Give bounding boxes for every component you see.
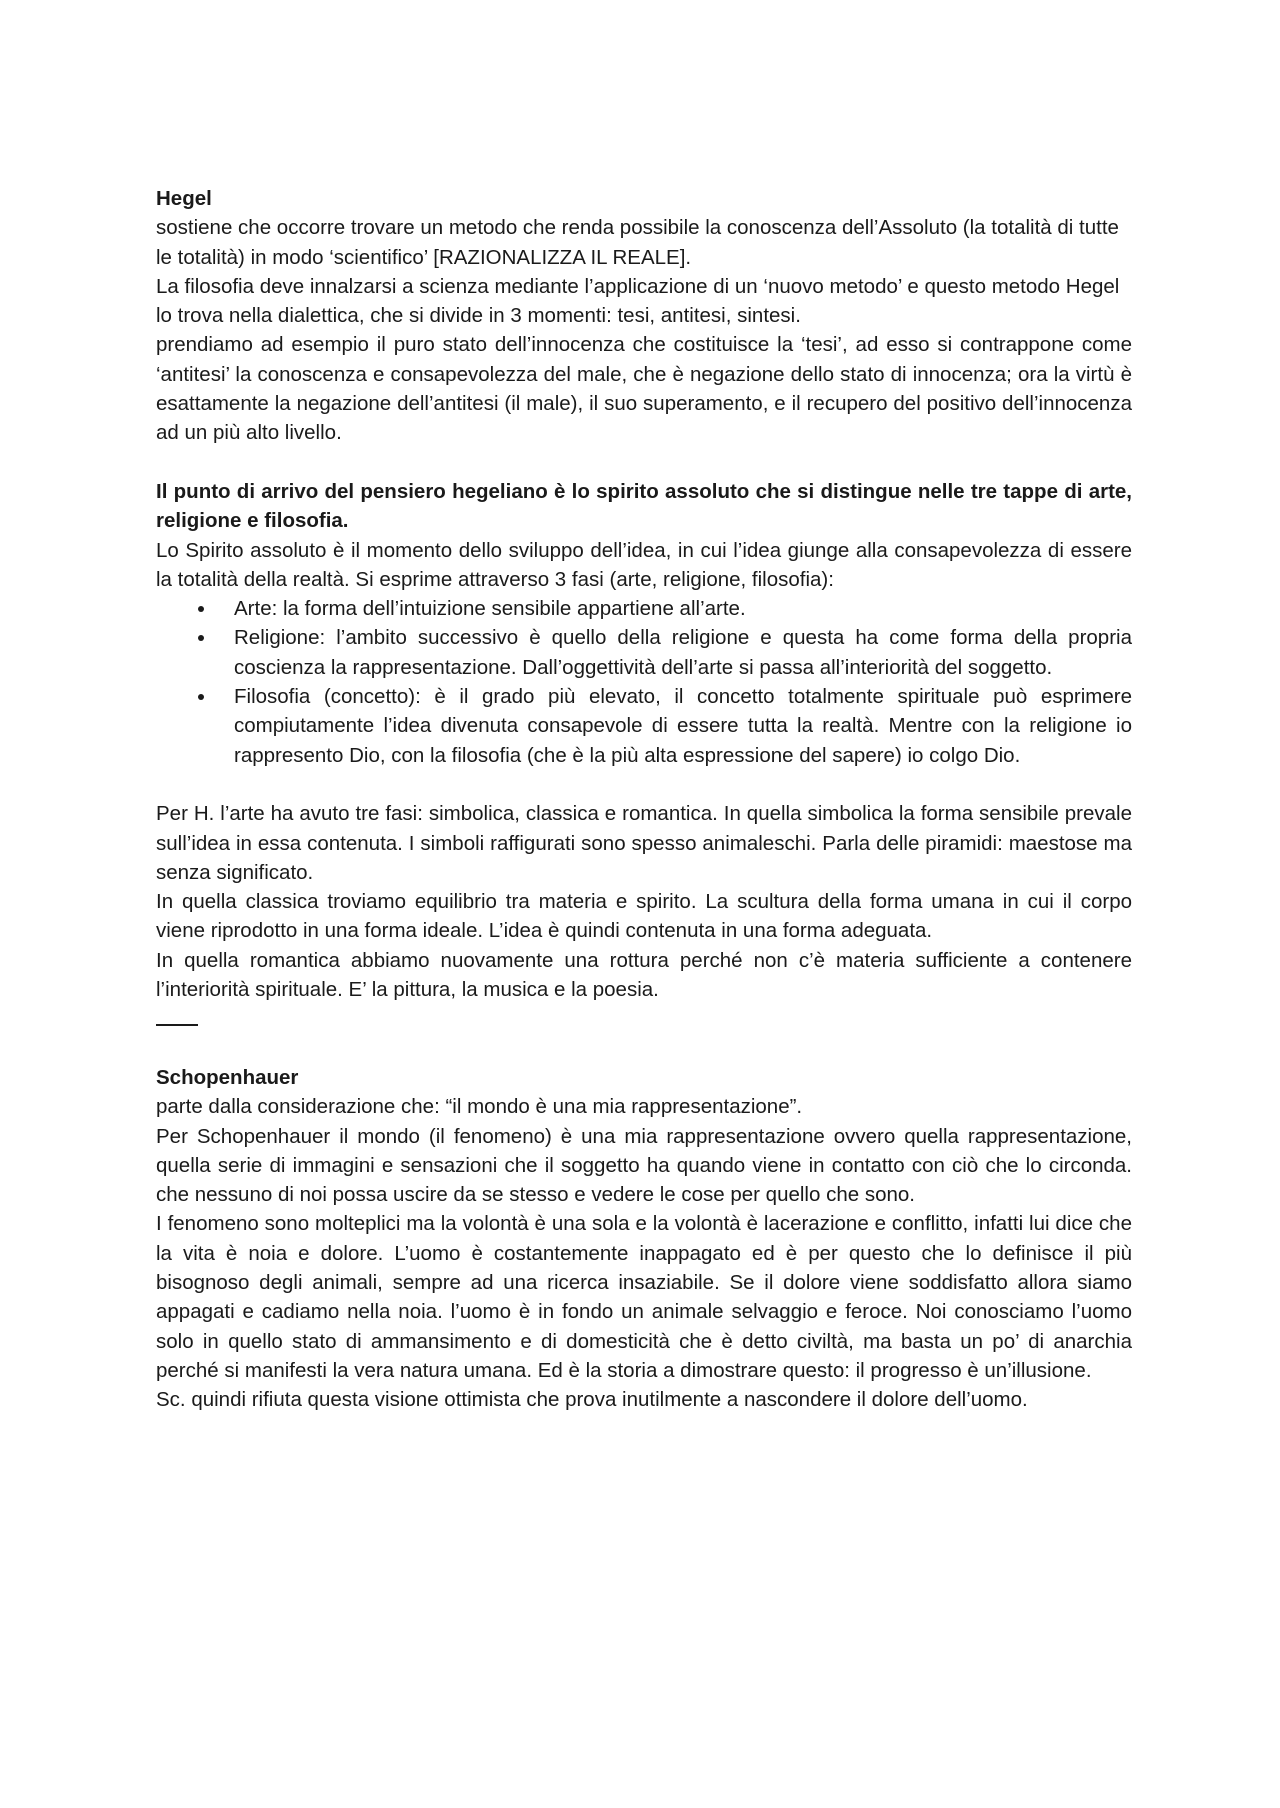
bold-statement: Il punto di arrivo del pensiero hegeliano è lo spirito assoluto che si distingue nelle tre tappe di arte, religione e filosofia. xyxy=(156,479,1132,533)
paragraph: I fenomeno sono molteplici ma la volontà è una sola e la volontà è lacerazione e conflitto, infatti lui dice che la vita è noia e dolore. L’uomo è costantemente inappagato ed è per questo che lo definisce il più bisognoso degli animali, sempre ad una ricerca insaziabile. Se il dolore viene soddisfatto allora siamo appagati e cadiamo nella noia. l’uomo è in fondo un animale selvaggio e feroce. Noi conosciamo l’uomo solo in quello stato di ammansimento e di domesticità che è detto civiltà, ma basta un po’ di anarchia perché si manifesti la vera natura umana. Ed è la storia a dimostrare questo: il progresso è un’illusione. xyxy=(156,1212,1132,1382)
list-item xyxy=(234,594,1132,623)
paragraph: parte dalla considerazione che: “il mondo è una mia rappresentazione”. xyxy=(156,1095,803,1119)
paragraph: In quella classica troviamo equilibrio tra materia e spirito. La scultura della forma umana in cui il corpo viene riprodotto in una forma ideale. L’idea è quindi contenuta in una forma adeguata. xyxy=(156,890,1132,943)
document-page xyxy=(156,184,1132,1414)
spacer xyxy=(156,770,1132,799)
list-item-text: Religione: l’ambito successivo è quello della religione e questa ha come forma della propria coscienza la rappresentazione. Dall’oggettività dell’arte si passa all’interiorità del soggetto. xyxy=(234,626,1132,679)
phases-list xyxy=(156,594,1132,770)
list-item-text: Filosofia (concetto): è il grado più elevato, il concetto totalmente spirituale può esprimere compiutamente l’idea divenuta consapevole di essere tutta la realtà. Mentre con la religione io rappresento Dio, con la filosofia (che è la più alta espressione del sapere) io colgo Dio. xyxy=(234,685,1132,767)
paragraph: La filosofia deve innalzarsi a scienza mediante l’applicazione di un ‘nuovo metodo’ e questo metodo Hegel lo trova nella dialettica, che si divide in 3 momenti: tesi, antitesi, sintesi. xyxy=(156,274,1120,328)
paragraph: Lo Spirito assoluto è il momento dello sviluppo dell’idea, in cui l’idea giunge alla consapevolezza di essere la totalità della realtà. Si esprime attraverso 3 fasi (arte, religione, filosofia): xyxy=(156,538,1132,591)
paragraph: prendiamo ad esempio il puro stato dell’innocenza che costituisce la ‘tesi’, ad esso si contrappone come ‘antitesi’ la conoscenza e consapevolezza del male, che è negazione dello stato di innocenza; ora la virtù è esattamente la negazione dell’antitesi (il male), il suo superamento, e il recupero del positivo dell’innocenza ad un più alto livello. xyxy=(156,333,1132,445)
section-divider xyxy=(156,1004,1132,1033)
paragraph: Sc. quindi rifiuta questa visione ottimista che prova inutilmente a nascondere il dolore dell’uomo. xyxy=(156,1388,1028,1412)
bullet-icon xyxy=(198,606,204,612)
section-title-hegel: Hegel xyxy=(156,187,212,210)
bullet-icon xyxy=(198,694,204,700)
paragraph: sostiene che occorre trovare un metodo che renda possibile la conoscenza dell’Assoluto (la totalità di tutte le totalità) in modo ‘scientifico’ [RAZIONALIZZA IL REALE]. xyxy=(156,216,1119,269)
spacer xyxy=(156,1034,1132,1063)
list-item xyxy=(234,623,1132,682)
list-item xyxy=(234,682,1132,770)
bullet-icon xyxy=(198,635,204,641)
paragraph: Per H. l’arte ha avuto tre fasi: simbolica, classica e romantica. In quella simbolica la forma sensibile prevale sull’idea in essa contenuta. I simboli raffigurati sono spesso animaleschi. Parla delle piramidi: maestose ma senza significato. xyxy=(156,802,1132,884)
section-title-schopenhauer: Schopenhauer xyxy=(156,1065,299,1089)
list-item-text: Arte: la forma dell’intuizione sensibile appartiene all’arte. xyxy=(234,597,746,621)
paragraph: Per Schopenhauer il mondo (il fenomeno) è una mia rappresentazione ovvero quella rappresentazione, quella serie di immagini e sensazioni che il soggetto ha quando viene in contatto con ciò che lo circonda. che nessuno di noi possa uscire da se stesso e vedere le cose per quello che sono. xyxy=(156,1124,1132,1207)
paragraph: In quella romantica abbiamo nuovamente una rottura perché non c’è materia sufficiente a contenere l’interiorità spirituale. E’ la pittura, la musica e la poesia. xyxy=(156,948,1132,1002)
spacer xyxy=(156,448,1132,477)
